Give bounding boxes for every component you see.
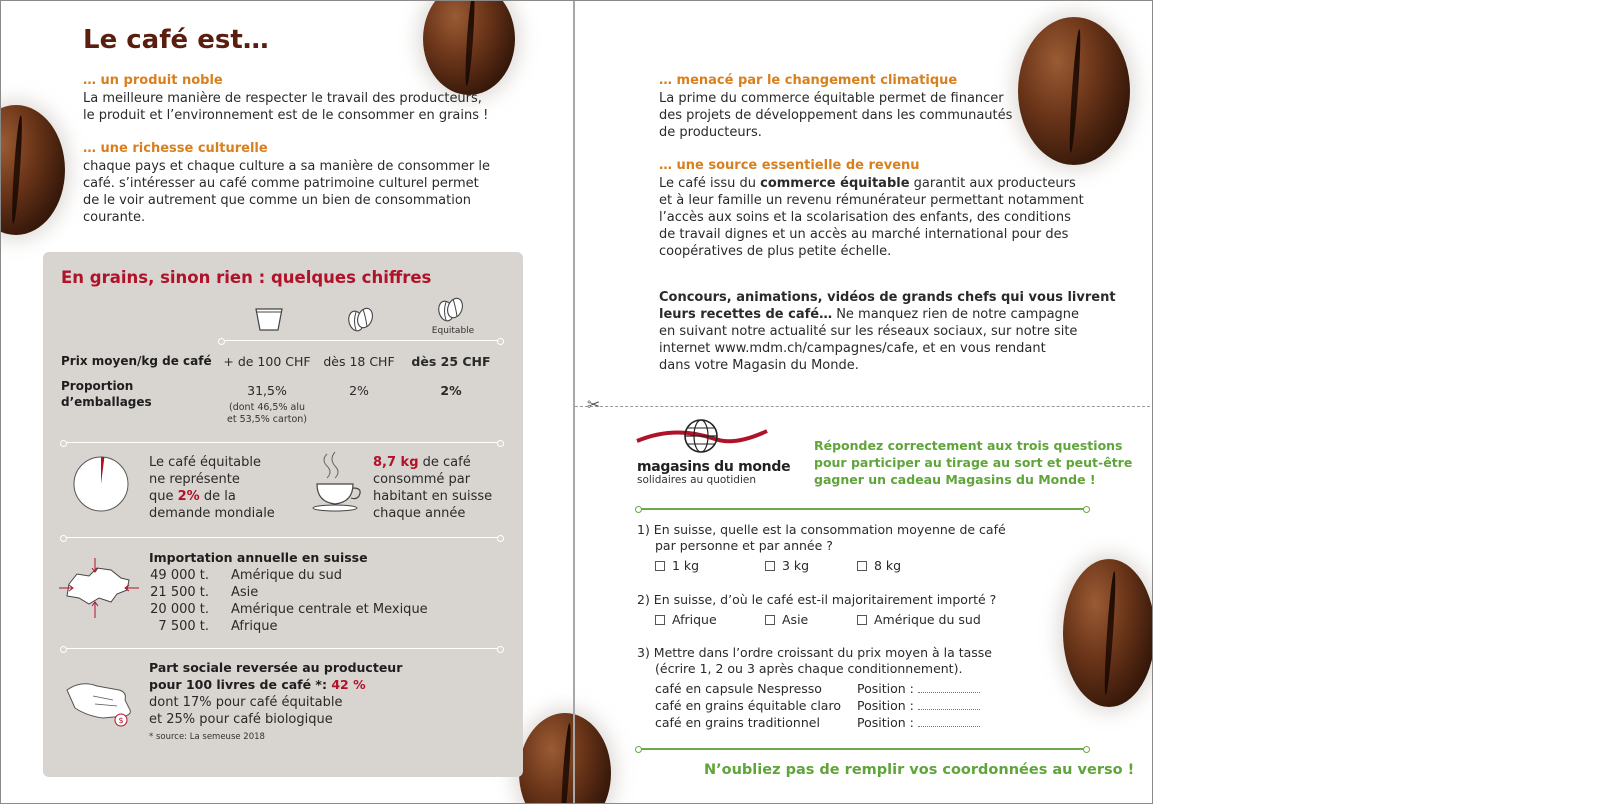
import-qty: 49 000 t. (150, 568, 209, 583)
row-label: d’emballages (61, 395, 152, 409)
capsule-icon (253, 306, 285, 334)
section-heading: … une richesse culturelle (83, 141, 268, 156)
import-region: Asie (231, 585, 259, 600)
section-text: coopératives de plus petite échelle. (659, 244, 892, 259)
quiz-intro: gagner un cadeau Magasins du Monde ! (814, 472, 1096, 487)
coffee-bean-icon (345, 304, 375, 334)
quiz-intro: pour participer au tirage au sort et peut-être (814, 455, 1133, 470)
share-text: que 2% de la (149, 489, 236, 504)
question-1: 1) En suisse, quelle est la consommation moyenne de café (637, 522, 1006, 537)
logo-tagline: solidaires au quotidien (637, 474, 757, 486)
social-share-title: Part sociale reversée au producteur (149, 660, 403, 675)
magasins-du-monde-logo (635, 419, 775, 459)
quiz-option[interactable]: 3 kg (765, 558, 809, 573)
table-cell: 31,5% (247, 383, 287, 398)
import-region: Amérique centrale et Mexique (231, 602, 428, 617)
stats-title: En grains, sinon rien : quelques chiffres (61, 268, 432, 287)
divider (221, 340, 501, 341)
checkbox[interactable] (765, 561, 775, 571)
quiz-item: café en grains traditionnel (655, 715, 820, 730)
quiz-option[interactable]: Amérique du sud (857, 612, 981, 627)
question-3: 3) Mettre dans l’ordre croissant du prix moyen à la tasse (637, 645, 992, 660)
section-text: de travail dignes et un accès au marché international pour des (659, 227, 1069, 242)
question-2: 2) En suisse, d’où le café est-il majoritairement importé ? (637, 592, 997, 607)
quiz-item: café en grains équitable claro (655, 698, 841, 713)
import-qty: 20 000 t. (150, 602, 209, 617)
position-field[interactable]: Position : (857, 681, 980, 697)
section-text: La prime du commerce équitable permet de financer (659, 91, 1004, 106)
section-text: et à leur famille un revenu rémunérateur permettant notamment (659, 193, 1084, 208)
quiz-intro: Répondez correctement aux trois questions (814, 438, 1123, 453)
page-title: Le café est… (83, 25, 269, 55)
position-field[interactable]: Position : (857, 715, 980, 731)
fold-line (573, 1, 575, 804)
import-region: Amérique du sud (231, 568, 343, 583)
coffee-bean-image (1063, 559, 1153, 707)
switzerland-map-icon (59, 558, 139, 618)
share-text: ne représente (149, 472, 240, 487)
stats-box (43, 252, 523, 777)
coffee-bean-image (0, 105, 65, 235)
share-text: Le café équitable (149, 455, 261, 470)
section-heading: … une source essentielle de revenu (659, 158, 920, 173)
social-share-title: pour 100 livres de café *: 42 % (149, 677, 366, 692)
section-heading: … menacé par le changement climatique (659, 73, 958, 88)
consumption-text: 8,7 kg de café (373, 455, 471, 470)
column-label: Equitable (431, 326, 475, 336)
hand-money-icon (63, 676, 135, 728)
section-text: de producteurs. (659, 125, 762, 140)
import-region: Afrique (231, 619, 278, 634)
consumption-text: consommé par (373, 472, 471, 487)
quiz-item: café en capsule Nespresso (655, 681, 822, 696)
social-share-text: dont 17% pour café équitable (149, 695, 343, 710)
table-note: et 53,5% carton) (226, 414, 307, 425)
divider (63, 537, 501, 538)
coffee-bean-icon (435, 294, 465, 324)
row-label: Prix moyen/kg de café (61, 354, 212, 368)
coffee-bean-image (519, 713, 611, 804)
section-text: des projets de développement dans les communautés (659, 108, 1013, 123)
source-note: * source: La semeuse 2018 (149, 732, 265, 742)
share-pie-chart (71, 454, 131, 514)
table-cell: dès 25 CHF (411, 354, 491, 369)
position-field[interactable]: Position : (857, 698, 980, 714)
checkbox[interactable] (655, 561, 665, 571)
promo-text: dans votre Magasin du Monde. (659, 358, 859, 373)
import-qty: 7 500 t. (158, 619, 209, 634)
divider (638, 748, 1087, 750)
checkbox[interactable] (857, 561, 867, 571)
row-label: Proportion (61, 379, 134, 393)
quiz-option[interactable]: 1 kg (655, 558, 699, 573)
section-text: La meilleure manière de respecter le travail des producteurs, le produit et l’environnement est de le consommer en grains ! (83, 91, 489, 123)
promo-text: leurs recettes de café… Ne manquez rien de notre campagne (659, 307, 1080, 322)
question-3: (écrire 1, 2 ou 3 après chaque conditionnement). (655, 661, 963, 676)
promo-text: Concours, animations, vidéos de grands chefs qui vous livrent (659, 290, 1116, 305)
divider (63, 648, 501, 649)
promo-text: internet www.mdm.ch/campagnes/cafe, et en vous rendant (659, 341, 1046, 356)
quiz-option[interactable]: Afrique (655, 612, 717, 627)
checkbox[interactable] (765, 615, 775, 625)
checkbox[interactable] (655, 615, 665, 625)
checkbox[interactable] (857, 615, 867, 625)
social-share-text: et 25% pour café biologique (149, 712, 333, 727)
section-text: chaque pays et chaque culture a sa manière de consommer le café. s’intéresser au café comme patrimoine culturel permet de le voir autrement que comme un bien de consommation courante. (83, 159, 491, 225)
coffee-cup-icon (309, 450, 365, 514)
table-cell: + de 100 CHF (223, 354, 311, 369)
quiz-footer: N’oubliez pas de remplir vos coordonnées au verso ! (704, 762, 1135, 778)
table-cell: 2% (440, 383, 462, 398)
logo-name: magasins du monde (637, 459, 791, 475)
consumption-text: chaque année (373, 506, 466, 521)
promo-text: en suivant notre actualité sur les réseaux sociaux, sur notre site (659, 324, 1078, 339)
import-title: Importation annuelle en suisse (149, 550, 368, 565)
share-text: demande mondiale (149, 506, 275, 521)
divider (638, 508, 1087, 510)
section-heading: … un produit noble (83, 73, 223, 88)
table-cell: dès 18 CHF (323, 354, 395, 369)
divider (63, 442, 501, 443)
question-1: par personne et par année ? (655, 538, 833, 553)
section-text: l’accès aux soins et la scolarisation des enfants, des conditions (659, 210, 1071, 225)
coffee-bean-image (423, 0, 515, 95)
section-text: Le café issu du commerce équitable garantit aux producteurs (659, 176, 1076, 191)
quiz-option[interactable]: Asie (765, 612, 808, 627)
coffee-bean-image (1018, 17, 1130, 165)
import-qty: 21 500 t. (150, 585, 209, 600)
consumption-text: habitant en suisse (373, 489, 493, 504)
scissors-icon: ✂ (587, 395, 601, 414)
quiz-option[interactable]: 8 kg (857, 558, 901, 573)
cut-line (575, 406, 1150, 407)
table-cell: 2% (349, 383, 369, 398)
table-note: (dont 46,5% alu (229, 402, 305, 413)
svg-text:$: $ (118, 716, 124, 725)
